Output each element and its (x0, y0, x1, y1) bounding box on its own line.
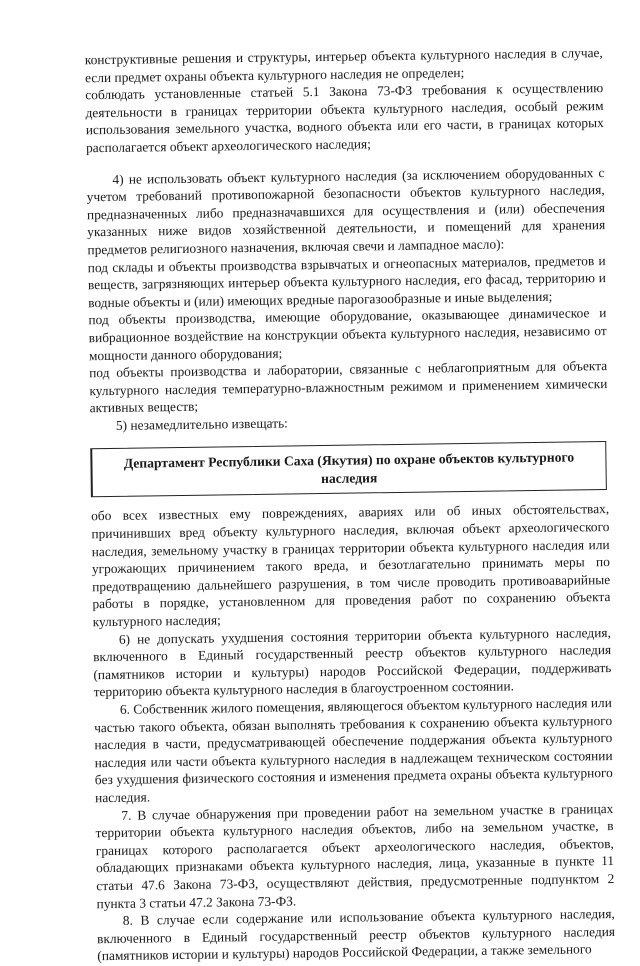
paragraph-preservation-subject: конструктивные решения и структуры, интерьер объекта культурного наследия в случае, если предмет охраны объекта культурного наследия не определен; (84, 45, 603, 85)
item-4-intro: 4) не использовать объект культурного наследия (за исключением оборудованных с учетом требований противопожарной безопасности объектов культурного наследия, предназначенных либо предназначавшихся для осуществления и (или) обеспечения указанных ниже видов хозяйственной деятельности, и помещений для хранения предметов религиозного назначения, включая свечи и лампадное масло): (86, 164, 606, 258)
department-name: Департамент Республики Саха (Якутия) по охране объектов культурного наследия (123, 449, 575, 487)
clause-6-owner: 6. Собственник жилого помещения, являющегося объектом культурного наследия или частью такого объекта, обязан выполнять требования к сохранению объекта культурного наследия в части, предусматривающей обеспечение поддержания объекта культурного наследия или части объекта культурного наследия в надлежащем техническом состоянии без ухудшения физического состояния и изменения предмета охраны объекта культурного наследия. (94, 694, 613, 806)
paragraph-damage-notice: обо всех известных ему повреждениях, авариях или об иных обстоятельствах, причинивших вред объекту культурного наследия, включая объект археологического наследия, земельному участку в границах территории объекта культурного наследия или угрожающих причинением такого вреда, и безотлагательно принимать меры по предотвращению дальнейшего разрушения, в том числе проводить противоаварийные работы в порядке, установленном для проведения работ по сохранению объекта культурного наследия; (91, 501, 611, 630)
item-4-subitem-warehouses: под склады и объекты производства взрывчатых и огнеопасных материалов, предметов и веществ, загрязняющих интерьер объекта культурного наследия, его фасад, территорию и водные объекты и (или) имеющих вредные парогазообразные и иные выделения; (87, 252, 607, 310)
item-5-notify: 5) незамедлительно извещать: (115, 415, 288, 433)
item-4-subitem-production: под объекты производства, имеющие оборудование, оказывающее динамическое и вибрационное воздействие на конструкции объекта культурного наследия, независимо от мощности данного оборудования; (88, 305, 607, 363)
clause-8-use: 8. В случае если содержание или использование объекта культурного наследия, включенного в Единый государственный реестр объектов культурного наследия (памятников истории и культуры) народов Российской Федерации, а также земельного (96, 906, 616, 964)
clause-7-discovery: 7. В случае обнаружения при проведении работ на земельном участке в границах территории объекта культурного наследия объектов, либо на земельном участке, в границах которого располагается объект археологического наследия, объектов, обладающих признаками объекта культурного наследия, лица, указанные в пункте 11 статьи 47.6 Закона 73-ФЗ, осуществляют действия, предусмотренные подпунктом 2 пункта 3 статьи 47.2 Закона 73-ФЗ. (95, 800, 615, 911)
paragraph-territory-requirements: соблюдать установленные статьей 5.1 Закона 73-ФЗ требования к осуществлению деятельности в границах территории объекта культурного наследия, особый режим использования земельного участка, водного объекта или его части, в границах которых располагается объект археологического наследия; (85, 80, 604, 156)
department-box (90, 442, 607, 498)
item-6-territory: 6) не допускать ухудшения состояния территории объекта культурного наследия, включенного в Единый государственный реестр объектов культурного наследия (памятников истории и культуры) народов Российской Федерации, поддерживать территорию объекта культурного наследия в благоустроенном состоянии. (93, 624, 612, 700)
item-4-subitem-laboratories: под объекты производства и лаборатории, связанные с неблагоприятным для объекта культурного наследия температурно-влажностным режимом и применением химически активных веществ; (89, 358, 608, 416)
